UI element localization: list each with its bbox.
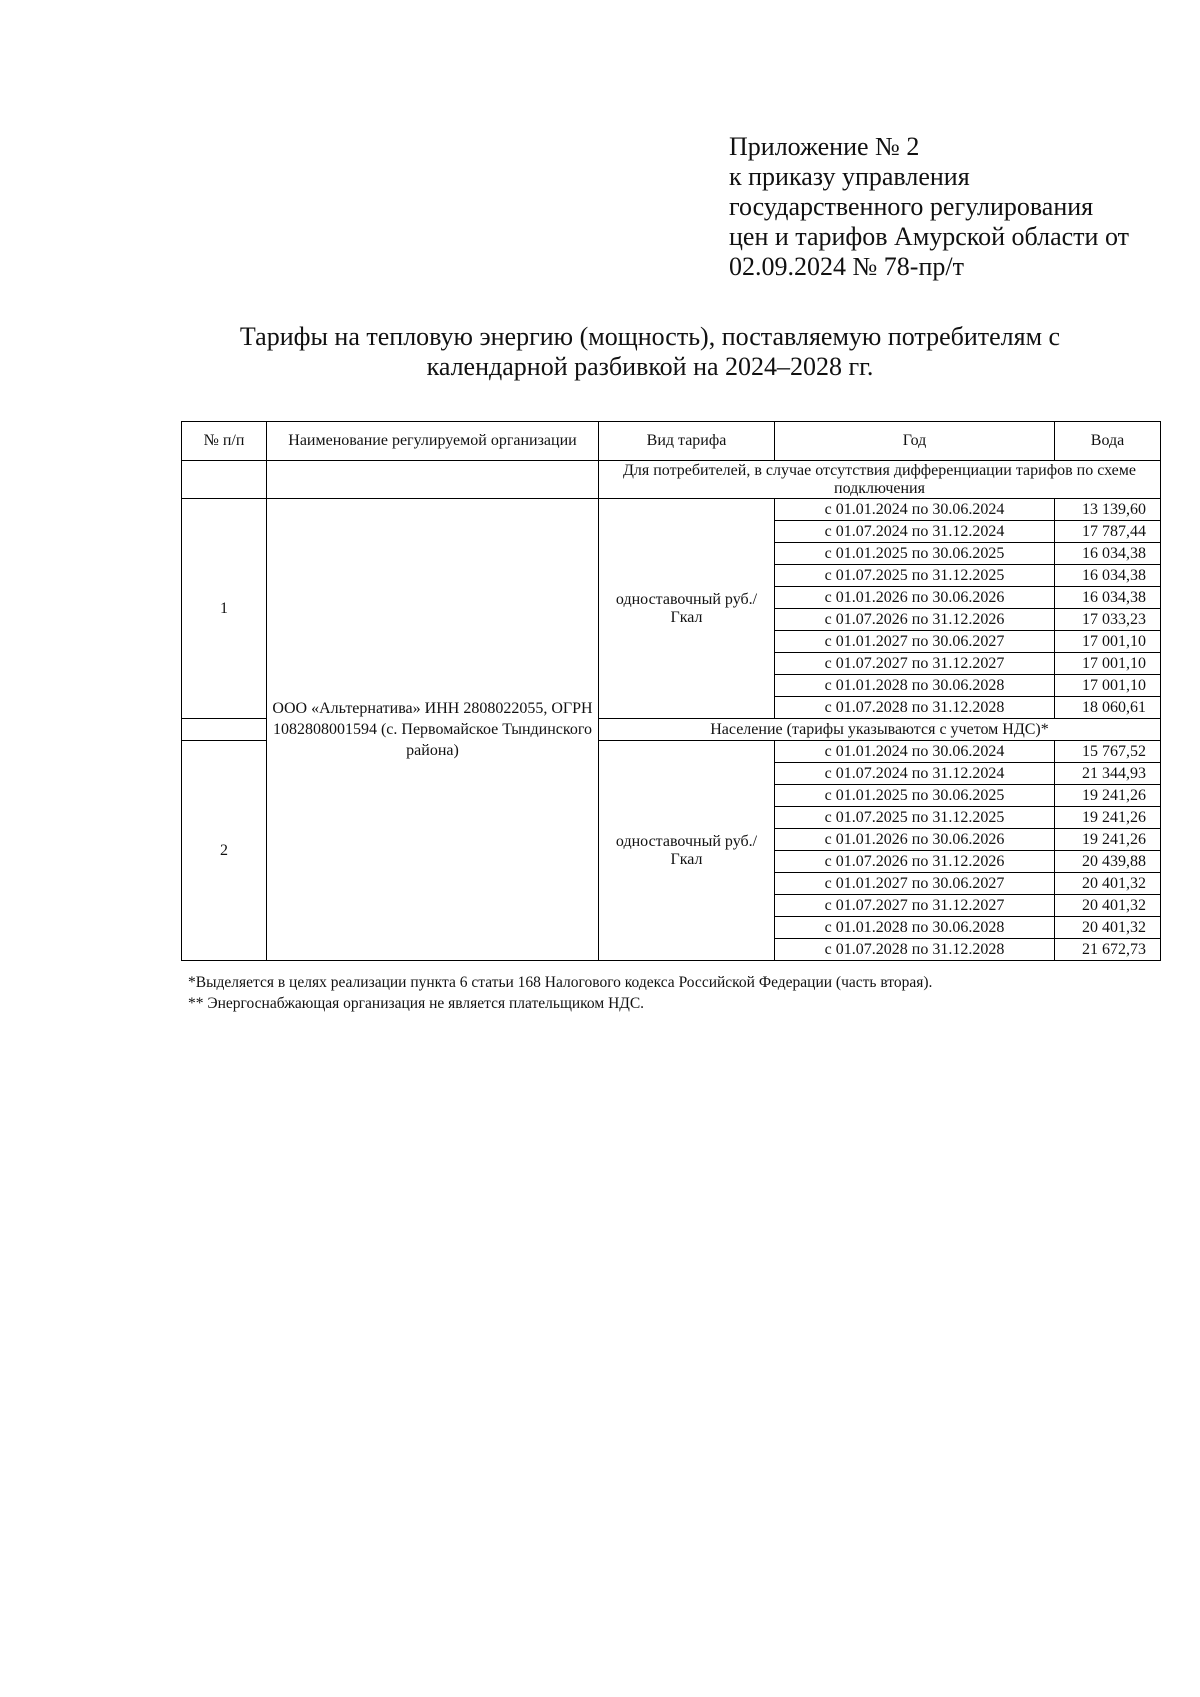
period-cell: с 01.07.2024 по 31.12.2024 [775, 521, 1055, 543]
footnotes [188, 972, 1168, 1014]
water-value-cell: 19 241,26 [1055, 807, 1161, 829]
water-value-cell: 17 001,10 [1055, 675, 1161, 697]
water-value-cell: 20 401,32 [1055, 917, 1161, 939]
water-value-cell: 15 767,52 [1055, 741, 1161, 763]
row-number: 2 [182, 741, 267, 961]
water-value-cell: 21 672,73 [1055, 939, 1161, 961]
period-cell: с 01.01.2028 по 30.06.2028 [775, 917, 1055, 939]
tariff-type: одноставочный руб./Гкал [599, 499, 775, 719]
header-num: № п/п [182, 422, 267, 461]
appendix-header [729, 132, 1169, 282]
period-cell: с 01.01.2025 по 30.06.2025 [775, 785, 1055, 807]
title-line-2: календарной разбивкой на 2024–2028 гг. [426, 352, 874, 381]
water-value-cell: 13 139,60 [1055, 499, 1161, 521]
period-cell: с 01.01.2026 по 30.06.2026 [775, 587, 1055, 609]
period-cell: с 01.01.2026 по 30.06.2026 [775, 829, 1055, 851]
period-cell: с 01.01.2027 по 30.06.2027 [775, 873, 1055, 895]
period-cell: с 01.01.2024 по 30.06.2024 [775, 499, 1055, 521]
water-value-cell: 17 001,10 [1055, 631, 1161, 653]
title-line-1: Тарифы на тепловую энергию (мощность), поставляемую потребителям с [239, 322, 1061, 351]
water-value-cell: 19 241,26 [1055, 785, 1161, 807]
header-year: Год [775, 422, 1055, 461]
appendix-line: государственного регулирования [729, 192, 1094, 221]
water-value-cell: 16 034,38 [1055, 565, 1161, 587]
header-tariff-type: Вид тарифа [599, 422, 775, 461]
organization-name: ООО «Альтернатива» ИНН 2808022055, ОГРН 1082808001594 (с. Первомайское Тындинского района) [267, 499, 599, 961]
period-cell: с 01.07.2028 по 31.12.2028 [775, 697, 1055, 719]
appendix-line: Приложение № 2 [729, 132, 920, 161]
period-cell: с 01.07.2026 по 31.12.2026 [775, 851, 1055, 873]
footnote-2: ** Энергоснабжающая организация не является плательщиком НДС. [188, 995, 645, 1012]
period-cell: с 01.07.2024 по 31.12.2024 [775, 763, 1055, 785]
row-number: 1 [182, 499, 267, 719]
water-value-cell: 20 401,32 [1055, 873, 1161, 895]
section-row-1 [182, 461, 1161, 499]
period-cell: с 01.07.2028 по 31.12.2028 [775, 939, 1055, 961]
empty-cell [182, 461, 267, 499]
table-row [182, 499, 1161, 521]
period-cell: с 01.07.2025 по 31.12.2025 [775, 807, 1055, 829]
tariff-type: одноставочный руб./Гкал [599, 741, 775, 961]
period-cell: с 01.07.2027 по 31.12.2027 [775, 895, 1055, 917]
section-label-1: Для потребителей, в случае отсутствия дифференциации тарифов по схеме подключения [599, 461, 1161, 499]
section-label-2: Население (тарифы указываются с учетом НДС)* [599, 719, 1161, 741]
water-value-cell: 21 344,93 [1055, 763, 1161, 785]
period-cell: с 01.01.2025 по 30.06.2025 [775, 543, 1055, 565]
water-value-cell: 18 060,61 [1055, 697, 1161, 719]
empty-cell [182, 719, 267, 741]
header-water: Вода [1055, 422, 1161, 461]
water-value-cell: 20 401,32 [1055, 895, 1161, 917]
document-title [150, 322, 1150, 382]
tariffs-table [181, 421, 1161, 961]
period-cell: с 01.01.2027 по 30.06.2027 [775, 631, 1055, 653]
water-value-cell: 19 241,26 [1055, 829, 1161, 851]
period-cell: с 01.07.2025 по 31.12.2025 [775, 565, 1055, 587]
footnote-1: *Выделяется в целях реализации пункта 6 статьи 168 Налогового кодекса Российской Федерации (часть вторая). [188, 974, 933, 991]
water-value-cell: 17 033,23 [1055, 609, 1161, 631]
empty-cell [267, 461, 599, 499]
water-value-cell: 17 787,44 [1055, 521, 1161, 543]
water-value-cell: 20 439,88 [1055, 851, 1161, 873]
appendix-line: 02.09.2024 № 78-пр/т [729, 252, 964, 281]
period-cell: с 01.07.2026 по 31.12.2026 [775, 609, 1055, 631]
header-org: Наименование регулируемой организации [267, 422, 599, 461]
period-cell: с 01.07.2027 по 31.12.2027 [775, 653, 1055, 675]
appendix-line: к приказу управления [729, 162, 970, 191]
appendix-line: цен и тарифов Амурской области от [729, 222, 1129, 251]
water-value-cell: 16 034,38 [1055, 543, 1161, 565]
water-value-cell: 16 034,38 [1055, 587, 1161, 609]
water-value-cell: 17 001,10 [1055, 653, 1161, 675]
period-cell: с 01.01.2028 по 30.06.2028 [775, 675, 1055, 697]
period-cell: с 01.01.2024 по 30.06.2024 [775, 741, 1055, 763]
